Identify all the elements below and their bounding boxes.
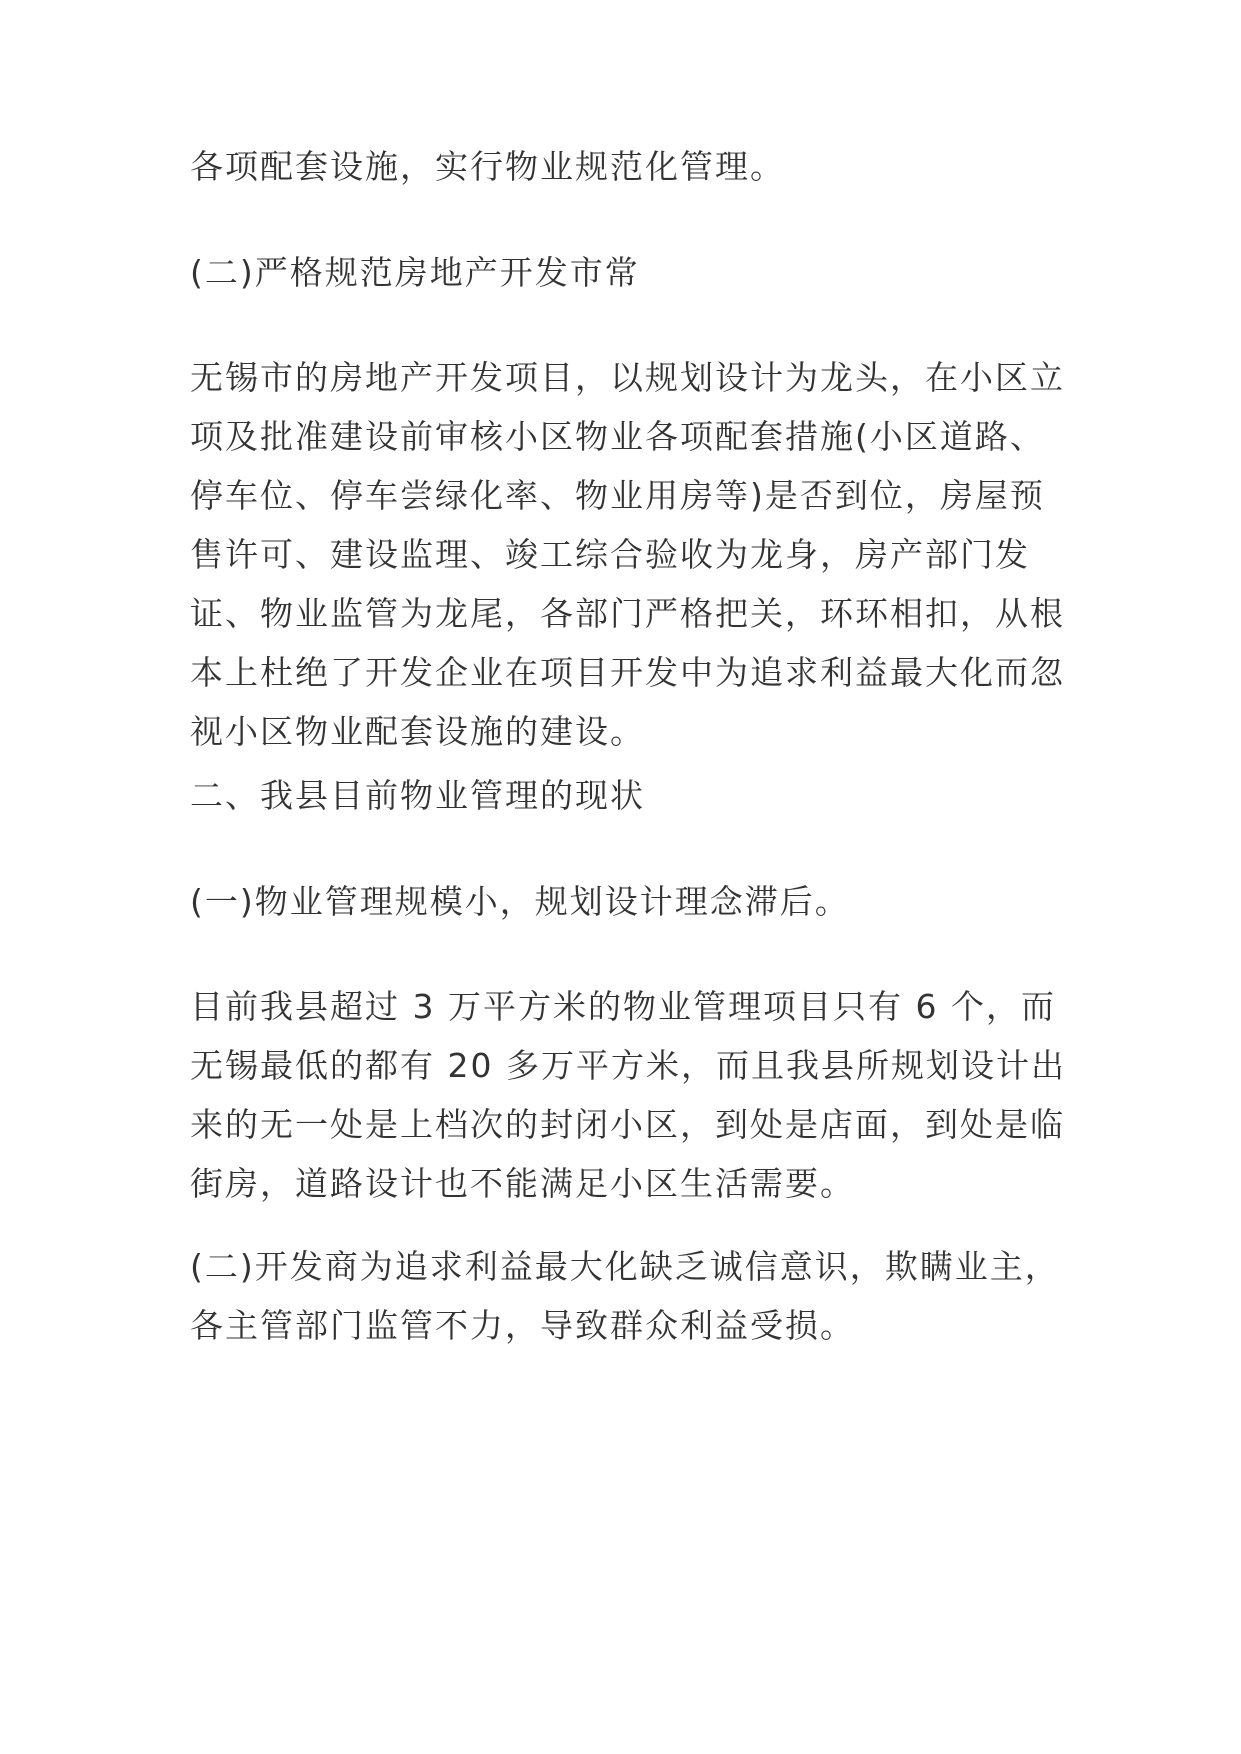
paragraph-facilities: 各项配套设施，实行物业规范化管理。 — [190, 147, 785, 186]
paragraph-county-projects: 目前我县超过 3 万平方米的物业管理项目只有 6 个，而无锡最低的都有 20 多万平方米，而且我县所规划设计出来的无一处是上档次的封闭小区，到处是店面，到处是临街房，道路设计也不能满足小区生活需要。 — [190, 987, 1066, 1203]
heading-small-scale: (一)物业管理规模小，规划设计理念滞后。 — [190, 882, 850, 921]
paragraph-developer-integrity: (二)开发商为追求利益最大化缺乏诚信意识，欺瞒业主，各主管部门监管不力，导致群众利益受损。 — [190, 1247, 1060, 1345]
heading-current-status: 二、我县目前物业管理的现状 — [190, 776, 645, 815]
heading-regulate-market: (二)严格规范房地产开发市常 — [190, 253, 640, 292]
paragraph-wuxi-development: 无锡市的房地产开发项目，以规划设计为龙头，在小区立项及批准建设前审核小区物业各项配套措施(小区道路、停车位、停车尝绿化率、物业用房等)是否到位，房屋预售许可、建设监理、竣工综合验收为龙身，房产部门发证、物业监管为龙尾，各部门严格把关，环环相扣，从根本上杜绝了开发企业在项目开发中为追求利益最大化而忽视小区物业配套设施的建设。 — [190, 358, 1065, 751]
